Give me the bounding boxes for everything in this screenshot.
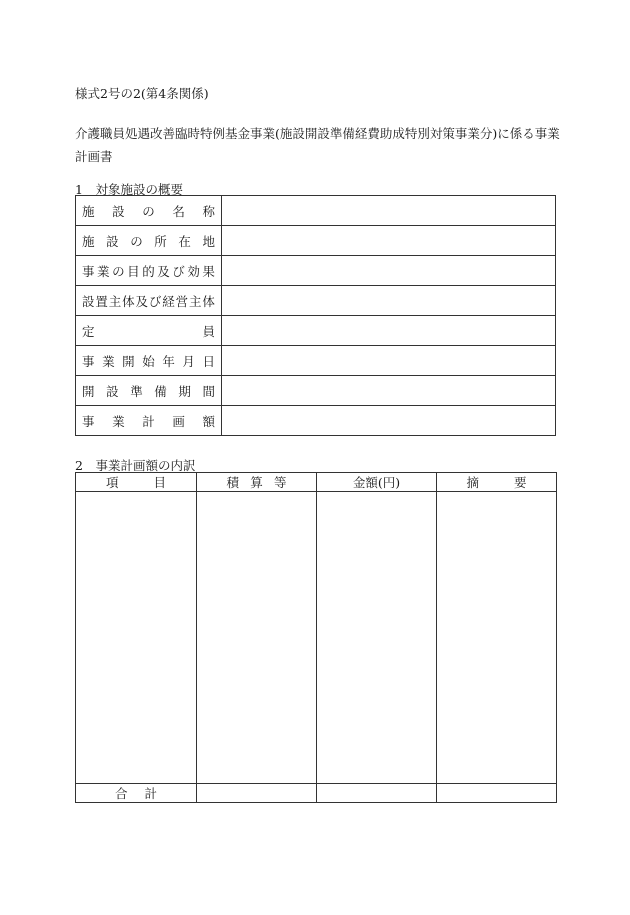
remarks-input-area[interactable] xyxy=(437,492,557,784)
total-calculation-cell[interactable] xyxy=(197,784,317,803)
overview-row xyxy=(76,316,556,346)
item-input-area[interactable] xyxy=(76,492,197,784)
overview-label-text: 事 業 の 目 的 及 び 効 果 xyxy=(82,263,215,279)
overview-row xyxy=(76,406,556,436)
calculation-input-area[interactable] xyxy=(197,492,317,784)
overview-value[interactable] xyxy=(222,226,556,256)
header-amount: 金額(円) xyxy=(317,473,437,492)
facility-overview-table xyxy=(75,195,556,436)
overview-label-text: 施 設 の 名 称 xyxy=(82,203,215,219)
header-calculation: 積 算 等 xyxy=(197,473,317,492)
document-title: 介護職員処遇改善臨時特例基金事業(施設開設準備経費助成特別対策事業分)に係る事業計画書 xyxy=(75,126,560,164)
overview-label xyxy=(76,376,222,406)
overview-label xyxy=(76,286,222,316)
overview-value[interactable] xyxy=(222,346,556,376)
overview-value[interactable] xyxy=(222,316,556,346)
overview-row xyxy=(76,346,556,376)
budget-breakdown-table xyxy=(75,472,557,803)
overview-label-text: 定 員 xyxy=(82,323,215,339)
overview-label-text: 開 設 準 備 期 間 xyxy=(82,383,215,399)
overview-label xyxy=(76,316,222,346)
overview-label xyxy=(76,406,222,436)
overview-label-text: 事 業 計 画 額 xyxy=(82,413,215,429)
overview-value[interactable] xyxy=(222,256,556,286)
overview-value[interactable] xyxy=(222,406,556,436)
overview-label xyxy=(76,346,222,376)
overview-value[interactable] xyxy=(222,196,556,226)
total-amount-cell[interactable] xyxy=(317,784,437,803)
overview-row xyxy=(76,286,556,316)
overview-row xyxy=(76,196,556,226)
overview-value[interactable] xyxy=(222,376,556,406)
total-label: 合 計 xyxy=(115,786,157,801)
overview-label xyxy=(76,226,222,256)
header-item: 項 目 xyxy=(76,473,197,492)
section1-heading: 1 対象施設の概要 xyxy=(75,182,183,197)
amount-input-area[interactable] xyxy=(317,492,437,784)
overview-label-text: 事 業 開 始 年 月 日 xyxy=(82,353,215,369)
header-remarks: 摘 要 xyxy=(437,473,557,492)
overview-value[interactable] xyxy=(222,286,556,316)
overview-label xyxy=(76,196,222,226)
total-label-cell xyxy=(76,784,197,803)
overview-row xyxy=(76,256,556,286)
total-remarks-cell[interactable] xyxy=(437,784,557,803)
overview-label-text: 設 置 主 体 及 び 経 営 主 体 xyxy=(82,293,215,309)
form-number: 様式2号の2(第4条関係) xyxy=(75,86,209,101)
overview-label-text: 施 設 の 所 在 地 xyxy=(82,233,215,249)
overview-row xyxy=(76,226,556,256)
overview-label xyxy=(76,256,222,286)
overview-row xyxy=(76,376,556,406)
section2-heading: 2 事業計画額の内訳 xyxy=(75,458,196,473)
